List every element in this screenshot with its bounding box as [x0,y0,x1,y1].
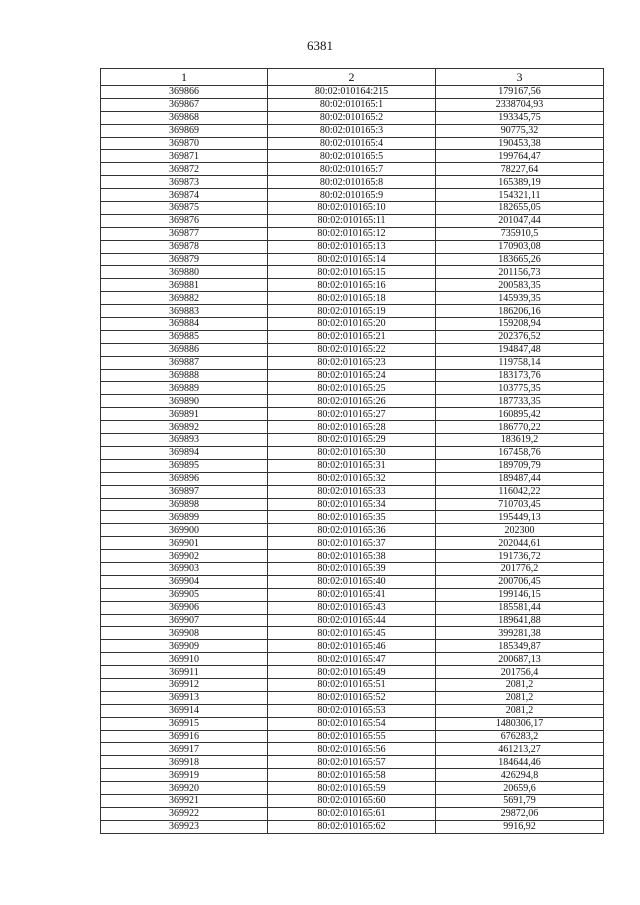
value-cell: 2081,2 [436,678,604,691]
value-cell: 167458,76 [436,446,604,459]
row-number-cell: 369918 [101,756,268,769]
value-cell: 20659,6 [436,782,604,795]
row-number-cell: 369884 [101,318,268,331]
value-cell: 200583,35 [436,279,604,292]
value-cell: 160895,42 [436,408,604,421]
value-cell: 194847,48 [436,343,604,356]
row-number-cell: 369867 [101,98,268,111]
cadastral-number-cell: 80:02:010165:41 [268,588,436,601]
table-row [101,575,604,588]
row-number-cell: 369900 [101,524,268,537]
value-cell: 185581,44 [436,601,604,614]
cadastral-number-cell: 80:02:010165:47 [268,653,436,666]
value-cell: 165389,19 [436,176,604,189]
row-number-cell: 369877 [101,227,268,240]
row-number-cell: 369883 [101,305,268,318]
table-row [101,588,604,601]
row-number-cell: 369905 [101,588,268,601]
cadastral-number-cell: 80:02:010165:7 [268,163,436,176]
table-row [101,459,604,472]
table-row [101,176,604,189]
table-row [101,640,604,653]
cadastral-number-cell: 80:02:010165:53 [268,704,436,717]
row-number-cell: 369880 [101,266,268,279]
cadastral-number-cell: 80:02:010165:59 [268,782,436,795]
table-row [101,807,604,820]
value-cell: 116042,22 [436,485,604,498]
table-row [101,318,604,331]
table-row [101,511,604,524]
row-number-cell: 369894 [101,446,268,459]
row-number-cell: 369886 [101,343,268,356]
table-row [101,86,604,99]
table-row [101,614,604,627]
table-row [101,279,604,292]
row-number-cell: 369909 [101,640,268,653]
value-cell: 186206,16 [436,305,604,318]
table-row [101,524,604,537]
value-cell: 5691,79 [436,794,604,807]
table-row [101,756,604,769]
data-table [100,68,604,834]
row-number-cell: 369872 [101,163,268,176]
cadastral-number-cell: 80:02:010165:28 [268,421,436,434]
row-number-cell: 369896 [101,472,268,485]
table-row [101,446,604,459]
table-row [101,743,604,756]
row-number-cell: 369876 [101,214,268,227]
value-cell: 183619,2 [436,434,604,447]
table-row [101,421,604,434]
cadastral-number-cell: 80:02:010165:61 [268,807,436,820]
row-number-cell: 369887 [101,356,268,369]
cadastral-number-cell: 80:02:010165:46 [268,640,436,653]
cadastral-number-cell: 80:02:010165:27 [268,408,436,421]
value-cell: 183665,26 [436,253,604,266]
value-cell: 426294,8 [436,769,604,782]
table-row [101,137,604,150]
row-number-cell: 369921 [101,794,268,807]
cadastral-number-cell: 80:02:010165:19 [268,305,436,318]
cadastral-number-cell: 80:02:010165:4 [268,137,436,150]
value-cell: 179167,56 [436,86,604,99]
table-row [101,485,604,498]
table-row [101,653,604,666]
cadastral-number-cell: 80:02:010165:43 [268,601,436,614]
table-row [101,292,604,305]
value-cell: 200687,13 [436,653,604,666]
cadastral-number-cell: 80:02:010165:11 [268,214,436,227]
row-number-cell: 369907 [101,614,268,627]
row-number-cell: 369902 [101,550,268,563]
row-number-cell: 369920 [101,782,268,795]
cadastral-number-cell: 80:02:010165:60 [268,794,436,807]
table-row [101,214,604,227]
row-number-cell: 369903 [101,562,268,575]
row-number-cell: 369912 [101,678,268,691]
value-cell: 735910,5 [436,227,604,240]
table-row [101,369,604,382]
value-cell: 170903,08 [436,240,604,253]
cadastral-number-cell: 80:02:010165:5 [268,150,436,163]
table-row [101,266,604,279]
row-number-cell: 369878 [101,240,268,253]
table-row [101,498,604,511]
value-cell: 201156,73 [436,266,604,279]
cadastral-number-cell: 80:02:010165:34 [268,498,436,511]
cadastral-number-cell: 80:02:010165:10 [268,202,436,215]
row-number-cell: 369913 [101,691,268,704]
table-row [101,150,604,163]
value-cell: 202376,52 [436,330,604,343]
cadastral-number-cell: 80:02:010165:40 [268,575,436,588]
row-number-cell: 369897 [101,485,268,498]
row-number-cell: 369898 [101,498,268,511]
cadastral-number-cell: 80:02:010165:29 [268,434,436,447]
table-row [101,305,604,318]
cadastral-number-cell: 80:02:010165:56 [268,743,436,756]
row-number-cell: 369904 [101,575,268,588]
row-number-cell: 369922 [101,807,268,820]
value-cell: 200706,45 [436,575,604,588]
cadastral-number-cell: 80:02:010165:16 [268,279,436,292]
row-number-cell: 369874 [101,189,268,202]
table-row [101,820,604,833]
value-cell: 199764,47 [436,150,604,163]
value-cell: 2081,2 [436,691,604,704]
value-cell: 29872,06 [436,807,604,820]
row-number-cell: 369890 [101,395,268,408]
table-row [101,601,604,614]
table-row [101,472,604,485]
cadastral-number-cell: 80:02:010165:62 [268,820,436,833]
value-cell: 78227,64 [436,163,604,176]
row-number-cell: 369914 [101,704,268,717]
table-row [101,769,604,782]
row-number-cell: 369919 [101,769,268,782]
row-number-cell: 369901 [101,537,268,550]
row-number-cell: 369899 [101,511,268,524]
table-row [101,678,604,691]
cadastral-number-cell: 80:02:010165:21 [268,330,436,343]
cadastral-number-cell: 80:02:010165:15 [268,266,436,279]
cadastral-number-cell: 80:02:010165:33 [268,485,436,498]
value-cell: 119758,14 [436,356,604,369]
column-header-3: 3 [436,69,604,86]
cadastral-number-cell: 80:02:010165:57 [268,756,436,769]
cadastral-number-cell: 80:02:010165:32 [268,472,436,485]
table-row [101,111,604,124]
table-row [101,550,604,563]
cadastral-number-cell: 80:02:010165:38 [268,550,436,563]
value-cell: 154321,11 [436,189,604,202]
table-row [101,343,604,356]
value-cell: 710703,45 [436,498,604,511]
table-row [101,189,604,202]
value-cell: 195449,13 [436,511,604,524]
value-cell: 182655,05 [436,202,604,215]
table-row [101,704,604,717]
row-number-cell: 369879 [101,253,268,266]
cadastral-number-cell: 80:02:010165:58 [268,769,436,782]
row-number-cell: 369885 [101,330,268,343]
value-cell: 189487,44 [436,472,604,485]
cadastral-number-cell: 80:02:010165:30 [268,446,436,459]
table-row [101,408,604,421]
value-cell: 201047,44 [436,214,604,227]
cadastral-number-cell: 80:02:010165:55 [268,730,436,743]
value-cell: 199146,15 [436,588,604,601]
cadastral-number-cell: 80:02:010165:9 [268,189,436,202]
row-number-cell: 369891 [101,408,268,421]
value-cell: 202044,61 [436,537,604,550]
value-cell: 186770,22 [436,421,604,434]
row-number-cell: 369906 [101,601,268,614]
cadastral-number-cell: 80:02:010165:52 [268,691,436,704]
page-number: 6381 [307,38,333,53]
value-cell: 676283,2 [436,730,604,743]
value-cell: 159208,94 [436,318,604,331]
cadastral-number-cell: 80:02:010165:51 [268,678,436,691]
value-cell: 201756,4 [436,666,604,679]
value-cell: 90775,32 [436,124,604,137]
cadastral-number-cell: 80:02:010165:26 [268,395,436,408]
row-number-cell: 369893 [101,434,268,447]
table-row [101,782,604,795]
table-row [101,124,604,137]
table-header-row [101,69,604,86]
row-number-cell: 369869 [101,124,268,137]
table-row [101,434,604,447]
row-number-cell: 369868 [101,111,268,124]
table-row [101,356,604,369]
row-number-cell: 369875 [101,202,268,215]
cadastral-number-cell: 80:02:010165:8 [268,176,436,189]
row-number-cell: 369916 [101,730,268,743]
cadastral-number-cell: 80:02:010165:13 [268,240,436,253]
table-row [101,202,604,215]
table-row [101,382,604,395]
cadastral-number-cell: 80:02:010165:37 [268,537,436,550]
row-number-cell: 369888 [101,369,268,382]
value-cell: 183173,76 [436,369,604,382]
value-cell: 9916,92 [436,820,604,833]
table-row [101,730,604,743]
table-row [101,666,604,679]
column-header-1: 1 [101,69,268,86]
table-row [101,537,604,550]
cadastral-number-cell: 80:02:010165:44 [268,614,436,627]
value-cell: 184644,46 [436,756,604,769]
cadastral-number-cell: 80:02:010165:31 [268,459,436,472]
value-cell: 103775,35 [436,382,604,395]
row-number-cell: 369871 [101,150,268,163]
table-body [101,86,604,834]
value-cell: 201776,2 [436,562,604,575]
table-row [101,330,604,343]
value-cell: 185349,87 [436,640,604,653]
table-row [101,163,604,176]
cadastral-number-cell: 80:02:010165:2 [268,111,436,124]
row-number-cell: 369911 [101,666,268,679]
table-row [101,627,604,640]
value-cell: 202300 [436,524,604,537]
cadastral-number-cell: 80:02:010165:39 [268,562,436,575]
cadastral-number-cell: 80:02:010165:22 [268,343,436,356]
row-number-cell: 369895 [101,459,268,472]
value-cell: 187733,35 [436,395,604,408]
value-cell: 461213,27 [436,743,604,756]
cadastral-number-cell: 80:02:010165:36 [268,524,436,537]
value-cell: 145939,35 [436,292,604,305]
cadastral-number-cell: 80:02:010165:35 [268,511,436,524]
cadastral-number-cell: 80:02:010165:24 [268,369,436,382]
cadastral-number-cell: 80:02:010165:25 [268,382,436,395]
row-number-cell: 369889 [101,382,268,395]
row-number-cell: 369866 [101,86,268,99]
table-row [101,227,604,240]
table-row [101,395,604,408]
value-cell: 2338704,93 [436,98,604,111]
cadastral-number-cell: 80:02:010165:1 [268,98,436,111]
value-cell: 2081,2 [436,704,604,717]
table-row [101,717,604,730]
row-number-cell: 369892 [101,421,268,434]
row-number-cell: 369873 [101,176,268,189]
row-number-cell: 369908 [101,627,268,640]
cadastral-number-cell: 80:02:010165:12 [268,227,436,240]
row-number-cell: 369881 [101,279,268,292]
value-cell: 399281,38 [436,627,604,640]
table-row [101,562,604,575]
cadastral-number-cell: 80:02:010165:23 [268,356,436,369]
row-number-cell: 369923 [101,820,268,833]
cadastral-number-cell: 80:02:010165:14 [268,253,436,266]
table-row [101,691,604,704]
row-number-cell: 369910 [101,653,268,666]
column-header-2: 2 [268,69,436,86]
table-row [101,98,604,111]
cadastral-number-cell: 80:02:010165:3 [268,124,436,137]
cadastral-number-cell: 80:02:010165:45 [268,627,436,640]
row-number-cell: 369915 [101,717,268,730]
table-row [101,253,604,266]
row-number-cell: 369882 [101,292,268,305]
cadastral-number-cell: 80:02:010165:54 [268,717,436,730]
cadastral-number-cell: 80:02:010165:20 [268,318,436,331]
value-cell: 191736,72 [436,550,604,563]
cadastral-number-cell: 80:02:010164:215 [268,86,436,99]
value-cell: 190453,38 [436,137,604,150]
cadastral-number-cell: 80:02:010165:18 [268,292,436,305]
cadastral-number-cell: 80:02:010165:49 [268,666,436,679]
row-number-cell: 369870 [101,137,268,150]
value-cell: 193345,75 [436,111,604,124]
row-number-cell: 369917 [101,743,268,756]
value-cell: 189641,88 [436,614,604,627]
value-cell: 1480306,17 [436,717,604,730]
table-row [101,794,604,807]
table-row [101,240,604,253]
value-cell: 189709,79 [436,459,604,472]
